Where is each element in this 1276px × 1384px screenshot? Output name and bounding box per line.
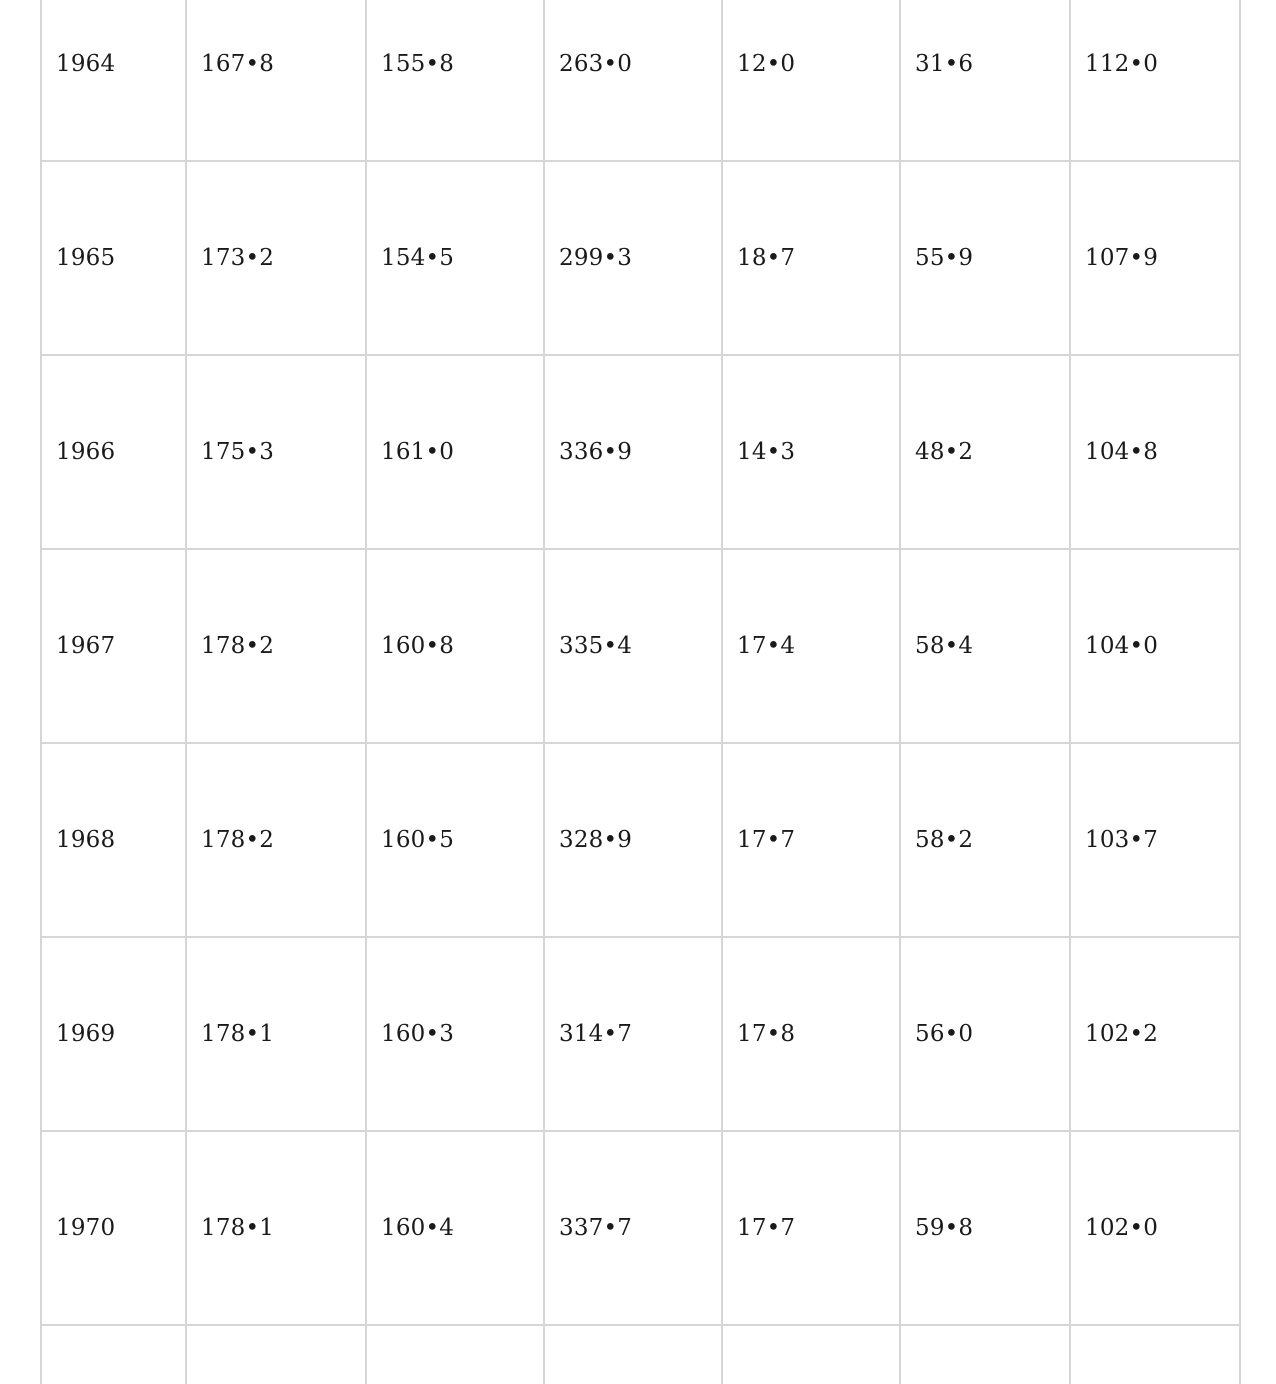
table-cell: 103•7	[1070, 743, 1240, 937]
table-cell-empty	[41, 1325, 186, 1384]
table-cell: 167•8	[186, 0, 366, 161]
table-cell: 337•7	[544, 1131, 722, 1325]
table-cell: 335•4	[544, 549, 722, 743]
table-cell: 58•2	[900, 743, 1070, 937]
table-row	[41, 161, 1240, 355]
table-cell: 31•6	[900, 0, 1070, 161]
table-cell: 17•8	[722, 937, 900, 1131]
table-cell: 17•4	[722, 549, 900, 743]
table-cell: 160•3	[366, 937, 544, 1131]
year-cell: 1966	[41, 355, 186, 549]
table-row	[41, 355, 1240, 549]
table-row	[41, 1325, 1240, 1384]
table-cell: 336•9	[544, 355, 722, 549]
table-cell: 175•3	[186, 355, 366, 549]
table-cell: 107•9	[1070, 161, 1240, 355]
table-cell: 173•2	[186, 161, 366, 355]
table-cell: 299•3	[544, 161, 722, 355]
data-table-container	[40, 0, 1241, 1384]
table-cell-empty	[366, 1325, 544, 1384]
table-cell: 48•2	[900, 355, 1070, 549]
data-table	[40, 0, 1241, 1384]
table-cell: 102•0	[1070, 1131, 1240, 1325]
table-cell: 160•5	[366, 743, 544, 937]
table-cell: 328•9	[544, 743, 722, 937]
table-cell: 17•7	[722, 1131, 900, 1325]
table-cell: 112•0	[1070, 0, 1240, 161]
year-cell: 1965	[41, 161, 186, 355]
table-row	[41, 0, 1240, 161]
table-cell: 154•5	[366, 161, 544, 355]
table-cell-empty	[722, 1325, 900, 1384]
table-cell: 314•7	[544, 937, 722, 1131]
table-cell: 56•0	[900, 937, 1070, 1131]
table-row	[41, 937, 1240, 1131]
table-row	[41, 743, 1240, 937]
year-cell: 1969	[41, 937, 186, 1131]
table-cell: 55•9	[900, 161, 1070, 355]
table-cell: 59•8	[900, 1131, 1070, 1325]
table-cell: 18•7	[722, 161, 900, 355]
table-cell: 12•0	[722, 0, 900, 161]
table-cell-empty	[544, 1325, 722, 1384]
table-cell: 160•8	[366, 549, 544, 743]
table-cell: 17•7	[722, 743, 900, 937]
table-cell: 104•8	[1070, 355, 1240, 549]
table-cell-empty	[1070, 1325, 1240, 1384]
table-cell: 178•2	[186, 549, 366, 743]
table-cell-empty	[900, 1325, 1070, 1384]
table-cell: 178•1	[186, 937, 366, 1131]
table-cell: 102•2	[1070, 937, 1240, 1131]
year-cell: 1967	[41, 549, 186, 743]
table-cell: 155•8	[366, 0, 544, 161]
table-row	[41, 549, 1240, 743]
table-row	[41, 1131, 1240, 1325]
table-cell: 104•0	[1070, 549, 1240, 743]
table-cell: 58•4	[900, 549, 1070, 743]
table-cell: 178•2	[186, 743, 366, 937]
table-cell: 263•0	[544, 0, 722, 161]
table-cell: 14•3	[722, 355, 900, 549]
year-cell: 1968	[41, 743, 186, 937]
table-cell: 178•1	[186, 1131, 366, 1325]
year-cell: 1970	[41, 1131, 186, 1325]
table-cell-empty	[186, 1325, 366, 1384]
table-cell: 160•4	[366, 1131, 544, 1325]
table-cell: 161•0	[366, 355, 544, 549]
year-cell: 1964	[41, 0, 186, 161]
